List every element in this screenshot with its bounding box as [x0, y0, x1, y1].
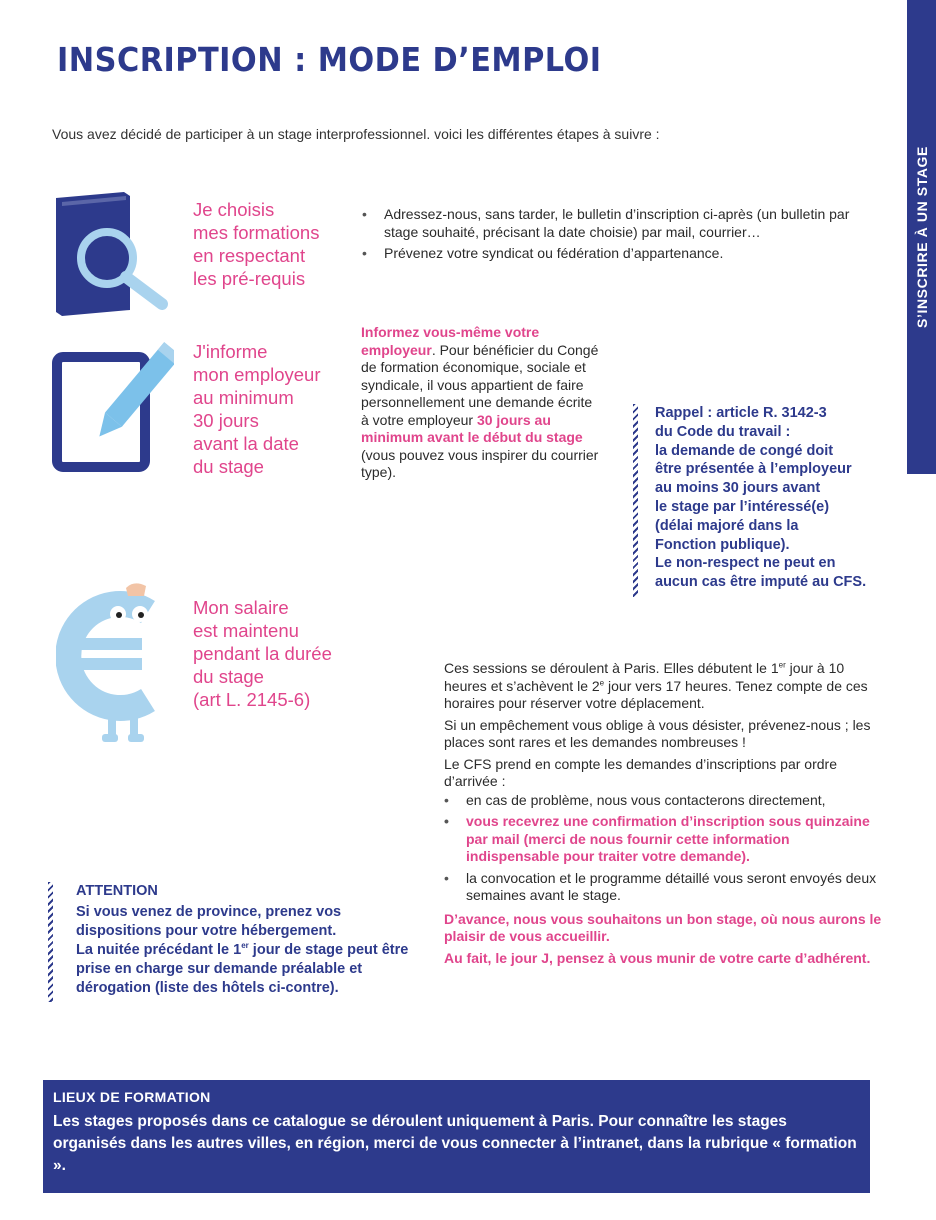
list-item: • vous recevrez une confirmation d’inscription sous quinzaine par mail (merci de nous fournir cette information indispensable pour traiter votre demande).	[444, 813, 884, 866]
step3-heading: Mon salaire est maintenu pendant la durée du stage (art L. 2145-6)	[193, 597, 332, 710]
rappel-note: Rappel : article R. 3142-3 du Code du travail : la demande de congé doit être présentée à l’employeur au moins 30 jours avant le stage par l’intéressé(e) (délai majoré dans la Fonction publique). Le non-respect ne peut en aucun cas être imputé au CFS.	[655, 405, 867, 591]
intro-text: Vous avez décidé de participer à un stage interprofessionnel. voici les différentes étapes à suivre :	[52, 126, 660, 142]
step1-heading: Je choisis mes formations en respectant les pré-requis	[193, 199, 320, 289]
attention-divider	[48, 882, 53, 1002]
step2-text: Informez vous-même votre employeur. Pour bénéficier du Congé de formation économique, sociale et syndicale, il vous appartient de faire personnellement une demande écrite à votre employeur 30 jours au minimum avant le début du stage (vous pouvez vous inspirer du courrier type).	[361, 324, 599, 480]
lieux-heading: LIEUX DE FORMATION	[53, 1089, 211, 1105]
attention-note	[76, 883, 421, 998]
page-title: INSCRIPTION : MODE D’EMPLOI	[57, 40, 602, 79]
sessions-block	[444, 660, 884, 967]
closing-text: D’avance, nous vous souhaitons un bon stage, où nous aurons le plaisir de vous accueillir.	[444, 910, 882, 944]
attention-heading: ATTENTION	[76, 883, 158, 899]
sessions-list	[444, 792, 884, 905]
pencil-form-icon	[52, 336, 174, 476]
attention-text: Si vous venez de province, prenez vos dispositions pour votre hébergement.	[76, 904, 342, 939]
book-magnifier-icon	[52, 192, 176, 318]
rappel-divider	[633, 404, 638, 597]
sessions-paragraph: Si un empêchement vous oblige à vous désister, prévenez-nous ; les places sont rares et les demandes nombreuses !	[444, 716, 871, 750]
list-item: • Adressez-nous, sans tarder, le bulletin d’inscription ci-après (un bulletin par stage souhaité, précisant la date choisie) par mail, courrier…	[362, 206, 862, 241]
list-item: • en cas de problème, nous vous contacterons directement,	[444, 792, 884, 810]
lieux-text: Les stages proposés dans ce catalogue se déroulent uniquement à Paris. Pour connaître les stages organisés dans les autres villes, en région, merci de vous connecter à l’intranet, dans la rubrique « formation ».	[53, 1113, 857, 1174]
lieux-box	[43, 1080, 870, 1193]
side-tab	[907, 0, 936, 474]
sessions-paragraph: Ces sessions se déroulent à Paris. Elles débutent le 1er jour à 10 heures et s’achèvent le 2e jour vers 17 heures. Tenez compte de ces horaires pour réserver votre déplacement.	[444, 660, 868, 711]
step1-list	[362, 206, 862, 267]
sessions-paragraph: Le CFS prend en compte les demandes d’inscriptions par ordre d’arrivée :	[444, 755, 837, 789]
list-item: • Prévenez votre syndicat ou fédération d’appartenance.	[362, 245, 862, 263]
closing-text: Au fait, le jour J, pensez à vous munir de votre carte d’adhérent.	[444, 949, 871, 966]
euro-character-icon	[56, 582, 176, 744]
list-item: • la convocation et le programme détaillé vous seront envoyés deux semaines avant le stage.	[444, 870, 884, 905]
attention-text: La nuitée précédant le 1er jour de stage peut être prise en charge sur demande préalable et dérogation (liste des hôtels ci-contre).	[76, 941, 409, 996]
side-tab-label: S’INSCRIRE À UN STAGE	[913, 146, 930, 328]
step2-heading: J'informe mon employeur au minimum 30 jours avant la date du stage	[193, 341, 321, 477]
